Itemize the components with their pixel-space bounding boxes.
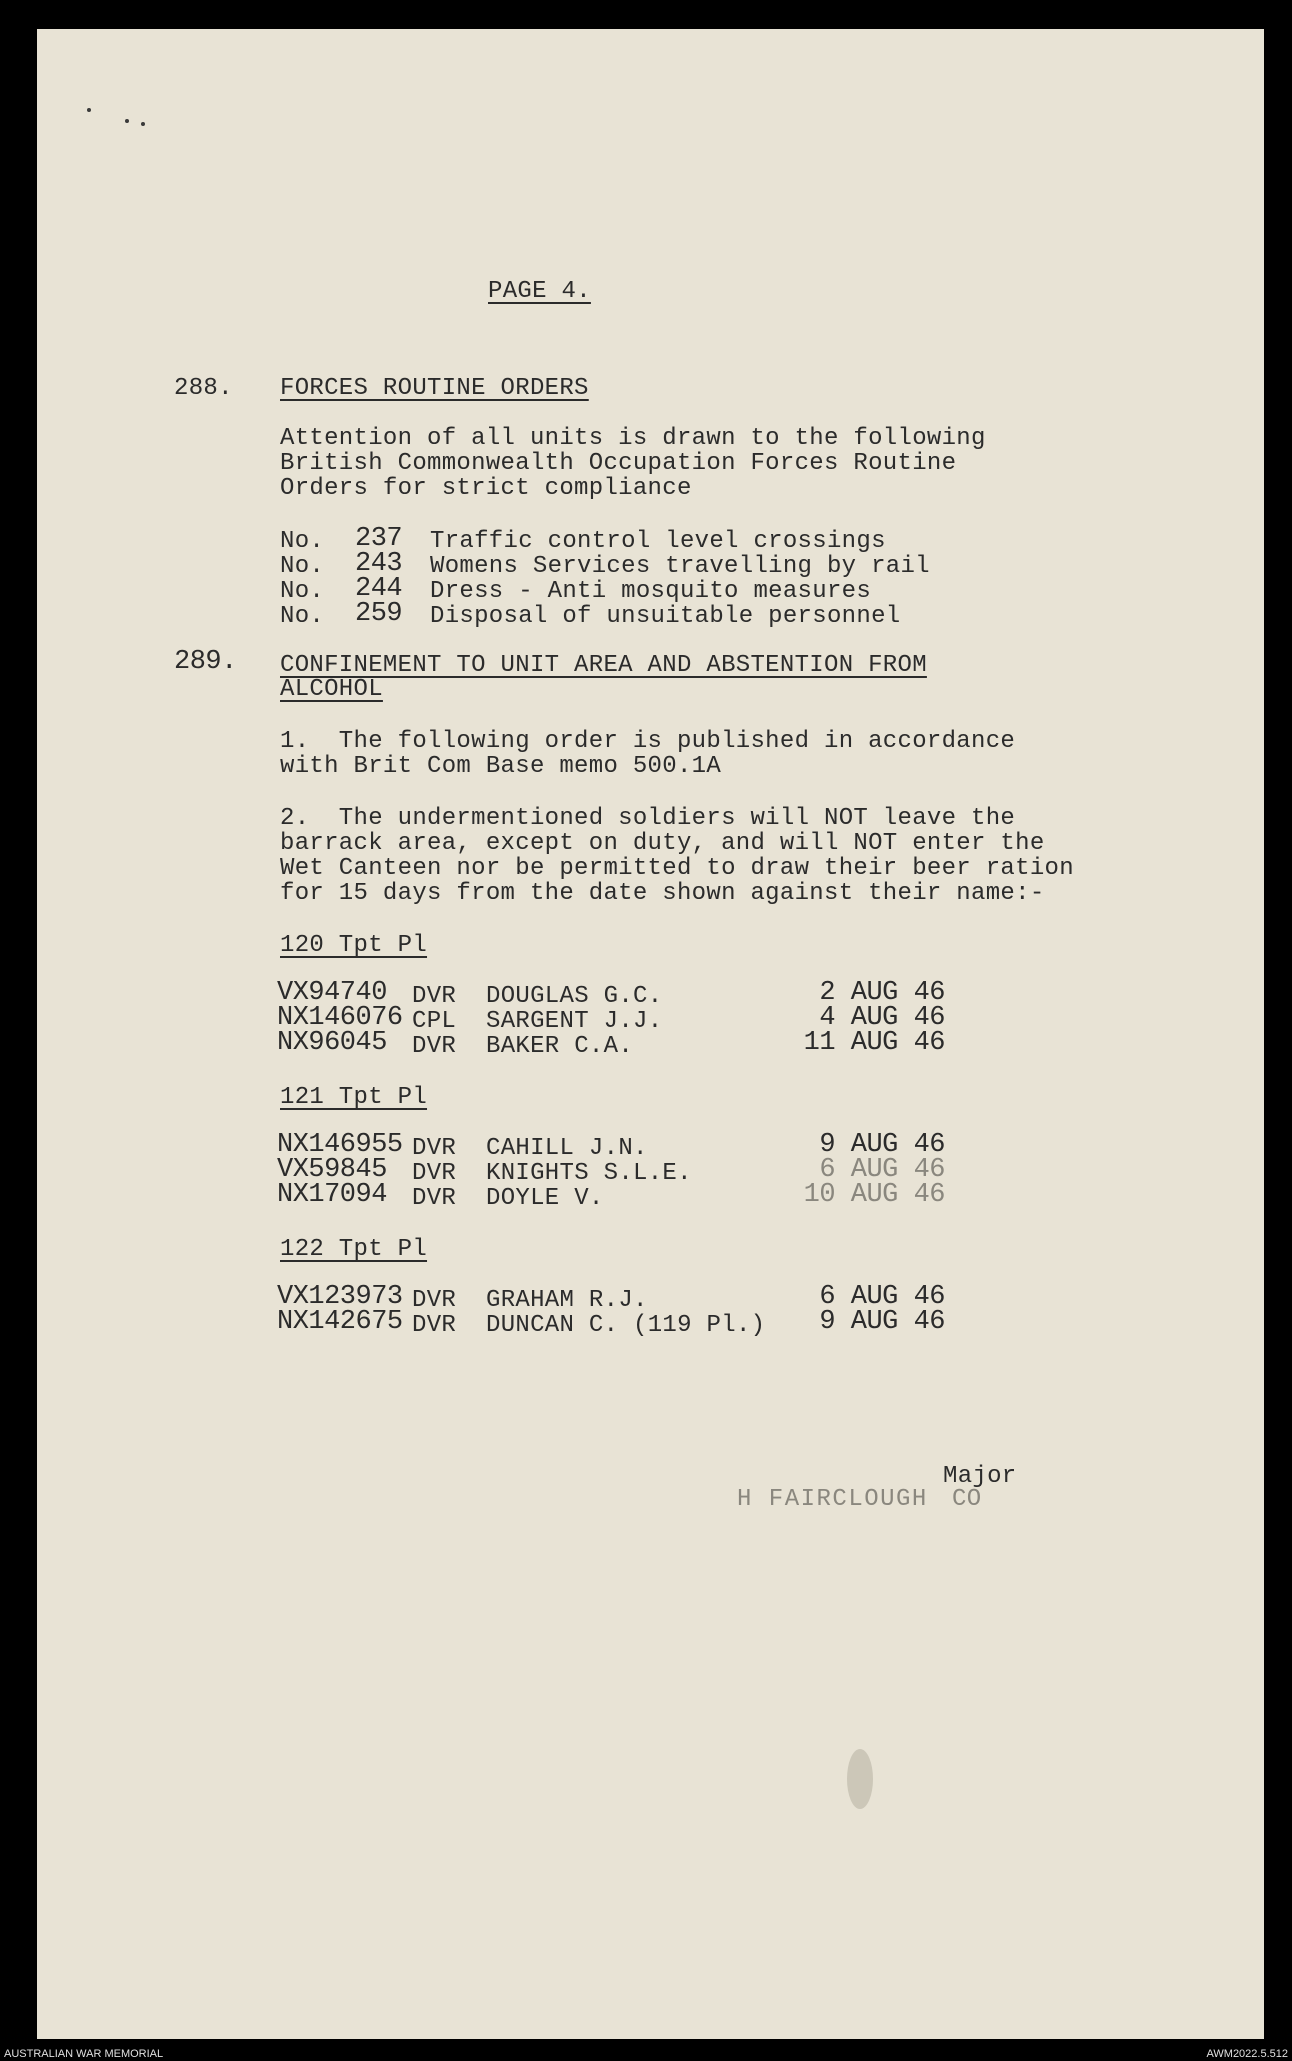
page-heading: PAGE 4. bbox=[488, 278, 591, 305]
soldier-name: DUNCAN C. (119 Pl.) bbox=[486, 1312, 766, 1339]
order-number: 243 bbox=[355, 549, 403, 579]
soldier-name: CAHILL J.N. bbox=[486, 1135, 648, 1162]
soldier-number: VX94740 bbox=[277, 978, 387, 1008]
soldier-rank: CPL bbox=[412, 1008, 457, 1035]
section-number: 289. bbox=[174, 647, 237, 677]
paragraph-line: barrack area, except on duty, and will NOT enter the bbox=[280, 830, 1045, 857]
soldier-date: 2 AUG 46 bbox=[819, 978, 945, 1008]
order-no-label: No. bbox=[280, 603, 325, 630]
paragraph-line: Attention of all units is drawn to the following bbox=[280, 425, 986, 452]
paper-mark bbox=[141, 122, 145, 126]
section-title: ALCOHOL bbox=[280, 676, 383, 703]
paragraph-line: 2. The undermentioned soldiers will NOT leave the bbox=[280, 805, 1016, 832]
signature-suffix: CO bbox=[952, 1486, 982, 1513]
order-text: Dress - Anti mosquito measures bbox=[430, 578, 872, 605]
signature-name: H FAIRCLOUGH bbox=[737, 1486, 928, 1513]
soldier-name: GRAHAM R.J. bbox=[486, 1287, 648, 1314]
soldier-number: NX96045 bbox=[277, 1028, 387, 1058]
soldier-date: 10 AUG 46 bbox=[803, 1180, 945, 1210]
paragraph-line: with Brit Com Base memo 500.1A bbox=[280, 753, 722, 780]
paper-mark bbox=[87, 108, 91, 112]
soldier-date: 6 AUG 46 bbox=[819, 1155, 945, 1185]
soldier-rank: DVR bbox=[412, 1160, 457, 1187]
soldier-number: NX146955 bbox=[277, 1130, 403, 1160]
group-heading: 122 Tpt Pl bbox=[280, 1236, 428, 1263]
soldier-name: DOUGLAS G.C. bbox=[486, 983, 663, 1010]
order-number: 244 bbox=[355, 574, 403, 604]
section-number: 288. bbox=[174, 375, 233, 402]
order-no-label: No. bbox=[280, 528, 325, 555]
section-title: CONFINEMENT TO UNIT AREA AND ABSTENTION FROM bbox=[280, 652, 927, 679]
soldier-date: 6 AUG 46 bbox=[819, 1282, 945, 1312]
footer-accession: AWM2022.5.512 bbox=[1206, 2048, 1288, 2060]
paragraph-line: 1. The following order is published in accordance bbox=[280, 728, 1016, 755]
signature-rank: Major bbox=[943, 1463, 1017, 1490]
soldier-number: VX123973 bbox=[277, 1282, 403, 1312]
paper-mark bbox=[125, 119, 129, 123]
soldier-name: SARGENT J.J. bbox=[486, 1008, 663, 1035]
soldier-rank: DVR bbox=[412, 983, 457, 1010]
soldier-name: KNIGHTS S.L.E. bbox=[486, 1160, 692, 1187]
soldier-rank: DVR bbox=[412, 1033, 457, 1060]
soldier-rank: DVR bbox=[412, 1287, 457, 1314]
soldier-date: 4 AUG 46 bbox=[819, 1003, 945, 1033]
paragraph-line: for 15 days from the date shown against their name:- bbox=[280, 880, 1045, 907]
group-heading: 121 Tpt Pl bbox=[280, 1084, 428, 1111]
soldier-number: NX142675 bbox=[277, 1307, 403, 1337]
soldier-number: NX146076 bbox=[277, 1003, 403, 1033]
order-no-label: No. bbox=[280, 578, 325, 605]
soldier-rank: DVR bbox=[412, 1135, 457, 1162]
paragraph-line: British Commonwealth Occupation Forces Routine bbox=[280, 450, 957, 477]
order-text: Traffic control level crossings bbox=[430, 528, 886, 555]
order-number: 259 bbox=[355, 599, 403, 629]
soldier-date: 9 AUG 46 bbox=[819, 1130, 945, 1160]
section-title: FORCES ROUTINE ORDERS bbox=[280, 375, 589, 402]
order-text: Disposal of unsuitable personnel bbox=[430, 603, 901, 630]
soldier-rank: DVR bbox=[412, 1185, 457, 1212]
soldier-date: 11 AUG 46 bbox=[803, 1028, 945, 1058]
order-no-label: No. bbox=[280, 553, 325, 580]
paragraph-line: Orders for strict compliance bbox=[280, 475, 692, 502]
paper-stain bbox=[847, 1749, 873, 1809]
order-text: Womens Services travelling by rail bbox=[430, 553, 930, 580]
soldier-number: NX17094 bbox=[277, 1180, 387, 1210]
soldier-number: VX59845 bbox=[277, 1155, 387, 1185]
soldier-name: DOYLE V. bbox=[486, 1185, 604, 1212]
soldier-rank: DVR bbox=[412, 1312, 457, 1339]
footer-credit: AUSTRALIAN WAR MEMORIAL bbox=[4, 2048, 164, 2060]
order-number: 237 bbox=[355, 524, 403, 554]
soldier-name: BAKER C.A. bbox=[486, 1033, 634, 1060]
group-heading: 120 Tpt Pl bbox=[280, 932, 428, 959]
soldier-date: 9 AUG 46 bbox=[819, 1307, 945, 1337]
document-page bbox=[37, 29, 1264, 2039]
paragraph-line: Wet Canteen nor be permitted to draw their beer ration bbox=[280, 855, 1074, 882]
